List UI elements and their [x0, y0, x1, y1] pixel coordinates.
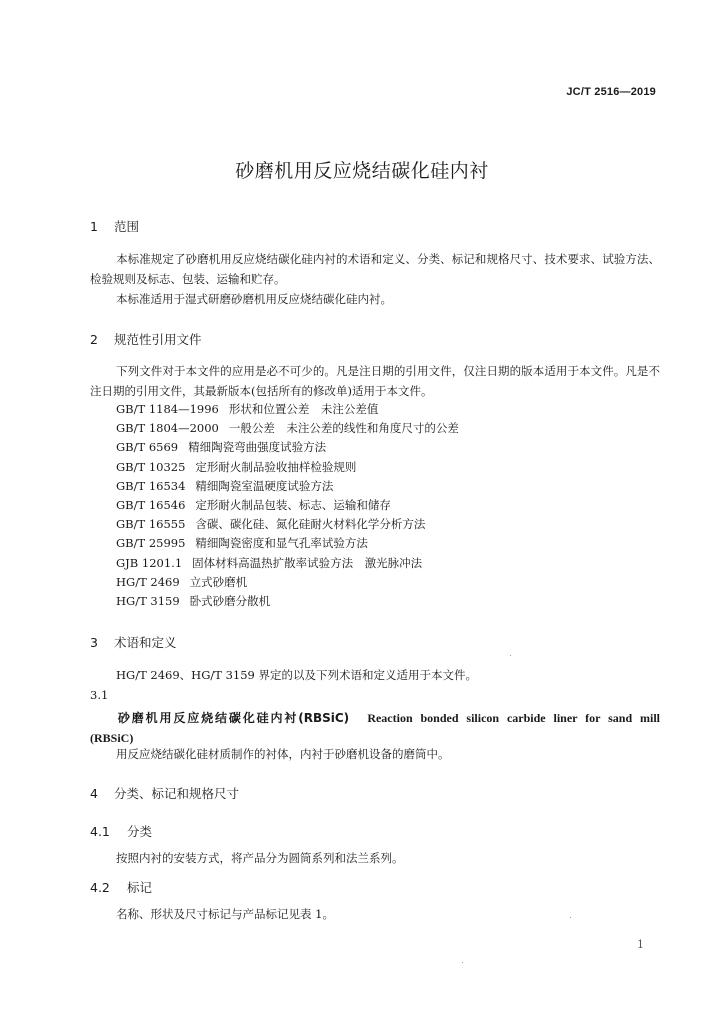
reference-item: [116, 419, 459, 438]
section-title: 范围: [113, 219, 139, 234]
reference-code: GB/T 25995: [116, 536, 186, 551]
reference-title: 形状和位置公差 未注公差值: [228, 402, 379, 416]
term-english: Reaction bonded silicon carbide liner for sand mill (RBSiC): [90, 711, 660, 745]
reference-title: 定形耐火制品包装、标志、运输和储存: [195, 497, 391, 512]
section-title: 术语和定义: [113, 635, 177, 650]
subsection-4-2-heading: [90, 878, 152, 896]
term-number: 3.1: [90, 688, 109, 702]
reference-code: GB/T 16555: [116, 517, 186, 532]
reference-title: 精细陶瓷密度和显气孔率试验方法: [195, 536, 368, 551]
term-definition: [90, 744, 660, 764]
reference-item: [116, 573, 459, 592]
reference-code: GB/T 16546: [116, 497, 186, 512]
subsection-number: 4.2: [90, 880, 110, 895]
subsection-title: 分类: [126, 824, 152, 839]
subsection-4-1-text: [90, 848, 660, 868]
section-title: 规范性引用文件: [113, 332, 202, 347]
section-2-intro: [90, 361, 660, 401]
normative-references-list: [116, 400, 459, 611]
section-title: 分类、标记和规格尺寸: [113, 786, 239, 801]
reference-title: 定形耐火制品验收抽样检验规则: [195, 459, 357, 474]
reference-item: [116, 554, 459, 573]
reference-code: GJB 1201.1: [116, 555, 183, 570]
section-number: 3: [90, 635, 98, 650]
subsection-number: 4.1: [90, 824, 110, 839]
reference-item: [116, 458, 459, 477]
reference-item: [116, 496, 459, 515]
reference-code: GB/T 16534: [116, 478, 186, 493]
reference-title: 一般公差 未注公差的线性和角度尺寸的公差: [228, 421, 459, 436]
standard-code: JC/T 2516—2019: [566, 86, 656, 98]
section-1-paragraph-2: [90, 289, 660, 309]
term-entry: [90, 708, 660, 748]
reference-title: 固体材料高温热扩散率试验方法 激光脉冲法: [192, 555, 423, 570]
section-3-intro: [90, 665, 660, 685]
scan-speck: [462, 962, 463, 963]
reference-code: HG/T 3159: [116, 593, 180, 608]
reference-item: [116, 400, 459, 419]
paragraph-text: 本标准规定了砂磨机用反应烧结碳化硅内衬的术语和定义、分类、标记和规格尺寸、技术要求、试验方法、检验规则及标志、包装、运输和贮存。: [90, 252, 660, 286]
reference-code: GB/T 10325: [116, 459, 186, 474]
section-number: 2: [90, 332, 98, 347]
scan-speck: [570, 917, 571, 918]
document-title: 砂磨机用反应烧结碳化硅内衬: [235, 160, 489, 182]
section-2-heading: [90, 330, 202, 348]
page-number: 1: [637, 938, 644, 951]
reference-title: 卧式砂磨分散机: [189, 593, 271, 608]
term-chinese: 砂磨机用反应烧结碳化硅内衬(RBSiC): [116, 711, 350, 725]
reference-title: 精细陶瓷室温硬度试验方法: [195, 478, 334, 493]
paragraph-text: 按照内衬的安装方式，将产品分为圆筒系列和法兰系列。: [116, 851, 404, 865]
subsection-4-1-heading: [90, 822, 152, 840]
section-3-heading: [90, 633, 177, 651]
section-number: 4: [90, 786, 98, 801]
reference-code: HG/T 2469: [116, 574, 180, 589]
section-4-heading: [90, 784, 239, 802]
paragraph-text: HG/T 2469、HG/T 3159 界定的以及下列术语和定义适用于本文件。: [116, 668, 478, 682]
reference-code: GB/T 1804—2000: [116, 421, 219, 436]
section-1-heading: [90, 217, 139, 235]
paragraph-text: 名称、形状及尺寸标记与产品标记见表 1。: [116, 907, 334, 921]
subsection-title: 标记: [126, 880, 152, 895]
paragraph-text: 下列文件对于本文件的应用是必不可少的。凡是注日期的引用文件，仅注日期的版本适用于本文件。凡是不注日期的引用文件，其最新版本(包括所有的修改单)适用于本文件。: [90, 364, 660, 398]
paragraph-text: 本标准适用于湿式研磨砂磨机用反应烧结碳化硅内衬。: [116, 292, 392, 306]
reference-title: 含碳、碳化硅、氮化硅耐火材料化学分析方法: [195, 517, 426, 532]
reference-item: [116, 534, 459, 553]
section-number: 1: [90, 219, 98, 234]
subsection-4-2-text: [90, 904, 660, 924]
reference-item: [116, 477, 459, 496]
reference-code: GB/T 1184—1996: [116, 402, 219, 416]
reference-code: GB/T 6569: [116, 440, 179, 455]
section-1-paragraph-1: [90, 249, 660, 289]
scan-speck: [510, 655, 511, 656]
reference-item: [116, 515, 459, 534]
reference-item: [116, 592, 459, 611]
reference-item: [116, 438, 459, 457]
reference-title: 立式砂磨机: [189, 574, 248, 589]
paragraph-text: 用反应烧结碳化硅材质制作的衬体，内衬于砂磨机设备的磨筒中。: [116, 747, 450, 761]
reference-title: 精细陶瓷弯曲强度试验方法: [188, 440, 327, 455]
